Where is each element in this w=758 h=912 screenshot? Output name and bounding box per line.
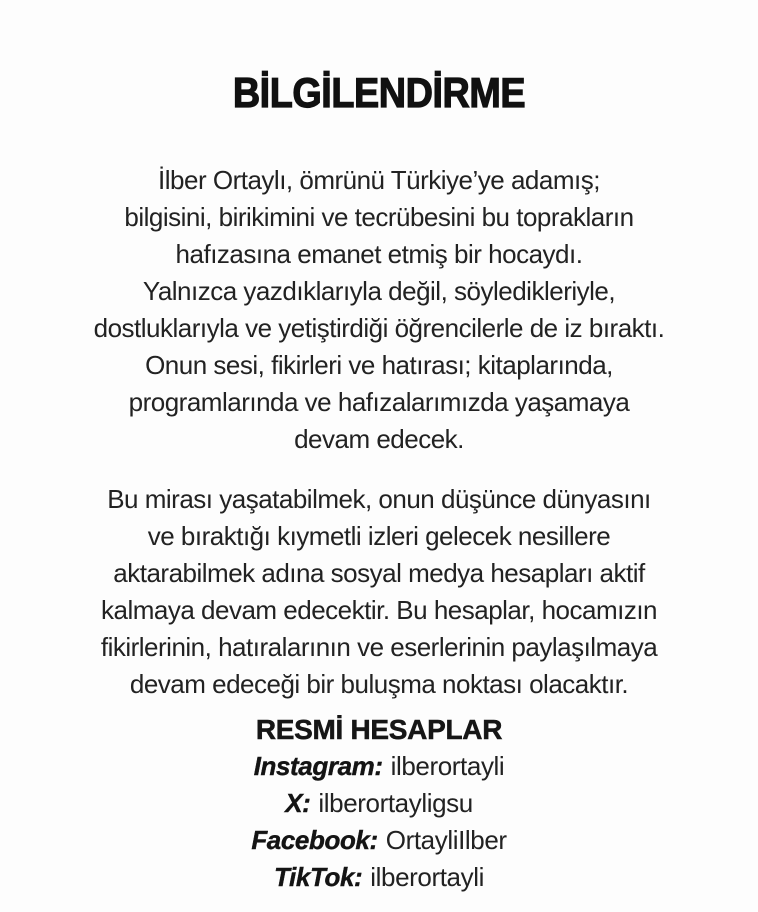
account-handle: ilberortayli [370, 862, 484, 892]
text-line: hafızasına emanet etmiş bir hocaydı. [175, 239, 583, 269]
account-handle: ilberortayli [390, 751, 505, 781]
account-platform-label: X: [285, 788, 311, 818]
text-line: kalmaya devam edecektir. Bu hesaplar, hocamızın [100, 595, 658, 625]
account-row-x [0, 785, 758, 822]
account-row-facebook [0, 822, 758, 859]
account-row-tiktok [0, 859, 758, 896]
account-handle: OrtayliIlber [385, 825, 507, 855]
text-line: programlarında ve hafızalarımızda yaşamaya [128, 387, 630, 417]
text-line: Bu mirası yaşatabilmek, onun düşünce dünyasını [107, 484, 651, 514]
text-line: İlber Ortaylı, ömrünü Türkiye’ye adamış; [158, 165, 600, 195]
text-line: devam edecek. [294, 424, 464, 454]
text-line: dostluklarıyla ve yetiştirdiği öğrencilerle de iz bıraktı. [93, 313, 665, 343]
text-line: devam edeceği bir buluşma noktası olacaktır. [129, 669, 629, 699]
text-line: ve bıraktığı kıymetli izleri gelecek nesillere [147, 521, 611, 551]
account-platform-label: Facebook: [251, 825, 378, 855]
official-accounts-section [0, 711, 758, 896]
legacy-paragraph [0, 481, 758, 703]
accounts-heading: RESMİ HESAPLAR [255, 714, 503, 745]
text-line: Onun sesi, fikirleri ve hatırası; kitaplarında, [145, 350, 613, 380]
text-line: aktarabilmek adına sosyal medya hesapları aktif [113, 558, 645, 588]
text-line: Yalnızca yazdıklarıyla değil, söyledikleriyle, [142, 276, 616, 306]
account-row-instagram [0, 748, 758, 785]
account-platform-label: Instagram: [253, 751, 383, 781]
account-handle: ilberortayligsu [318, 788, 473, 818]
intro-paragraph [0, 162, 758, 458]
text-line: bilgisini, birikimini ve tecrübesini bu toprakların [124, 202, 634, 232]
account-platform-label: TikTok: [274, 862, 363, 892]
text-line: fikirlerinin, hatıralarının ve eserlerinin paylaşılmaya [100, 632, 658, 662]
page-title: BİLGİLENDİRME [232, 69, 526, 116]
